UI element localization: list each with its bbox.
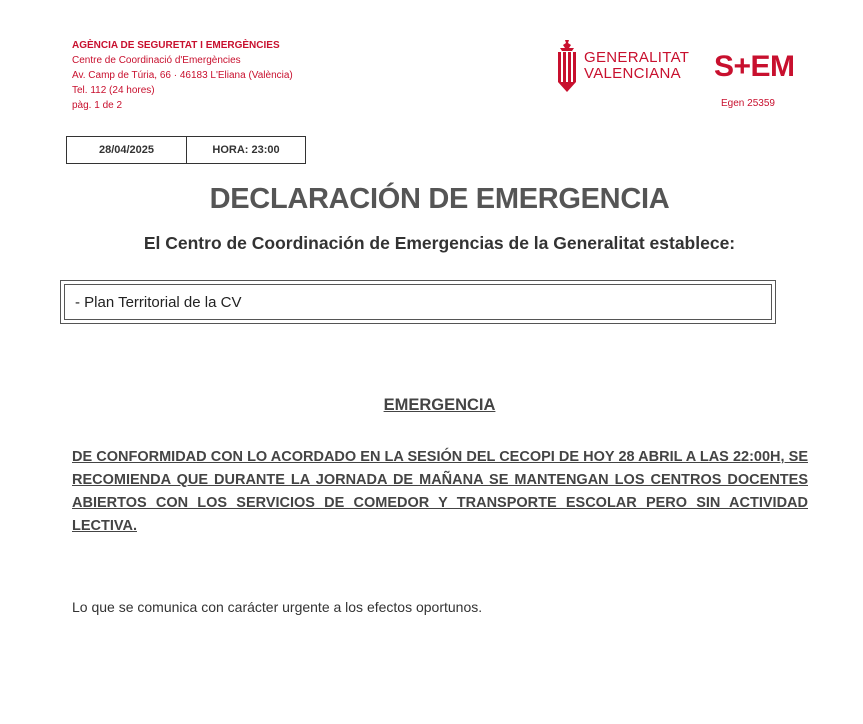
generalitat-line2: VALENCIANA [584,65,681,82]
page-subtitle: El Centro de Coordinación de Emergencias de la Generalitat establece: [143,233,736,253]
time-cell: HORA: 23:00 [212,144,280,156]
plan-box [60,280,776,324]
page-number: pàg. 1 de 2 [72,100,123,111]
agency-name: AGÈNCIA DE SEGURETAT I EMERGÈNCIES [72,40,280,51]
egen-code: Egen 25359 [721,98,775,109]
generalitat-crest-icon [556,39,578,93]
closing-text: Lo que se comunica con carácter urgente a los efectos oportunos. [72,599,483,615]
page-title: DECLARACIÓN DE EMERGENCIA [209,183,670,215]
section-title: EMERGENCIA [383,396,496,414]
agency-phone: Tel. 112 (24 hores) [72,85,155,96]
generalitat-logo [556,39,689,93]
declaration-body: DE CONFORMIDAD CON LO ACORDADO EN LA SESIÓN DEL CECOPI DE HOY 28 ABRIL A LAS 22:00H, SE RECOMIENDA QUE DURANTE LA JORNADA DE MAÑANA SE MANTENGAN LOS CENTROS DOCENTES ABIERTOS CON LOS SERVICIOS DE COMEDOR Y TRANSPORTE ESCOLAR PERO SIN ACTIVIDAD LECTIVA. [72,449,808,534]
date-time-box [66,136,306,164]
date-cell: 28/04/2025 [67,137,187,163]
agency-center: Centre de Coordinació d'Emergències [72,55,241,66]
generalitat-line1: GENERALITAT [584,49,690,66]
agency-header [72,38,293,113]
generalitat-wordmark [584,50,689,82]
sem-logo: S+EM [714,50,795,83]
agency-address: Av. Camp de Túria, 66 · 46183 L'Eliana (València) [72,70,293,81]
plan-text: - Plan Territorial de la CV [64,284,772,320]
